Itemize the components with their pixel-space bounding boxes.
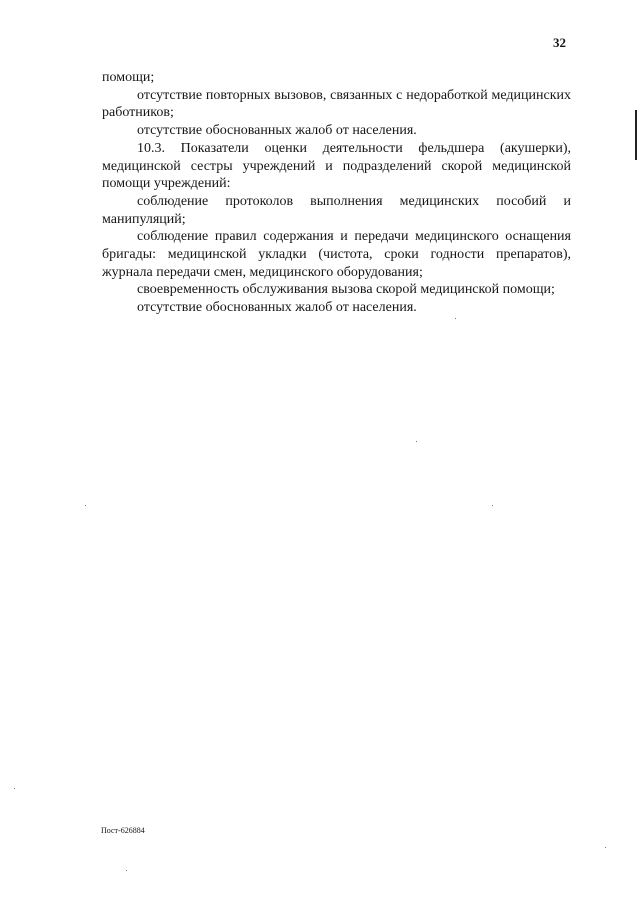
- scan-speck: [14, 788, 15, 789]
- footer-document-code: Пост-626884: [101, 826, 145, 835]
- page-number: 32: [553, 35, 566, 50]
- paragraph-7: своевременность обслуживания вызова скорой медицинской помощи;: [137, 282, 555, 298]
- scan-speck: [455, 318, 456, 319]
- scan-speck: [605, 847, 606, 848]
- paragraph-5: соблюдение протоколов выполнения медицинских пособий и манипуляций;: [102, 193, 571, 227]
- scan-speck: [416, 441, 417, 442]
- document-body: [102, 69, 571, 317]
- paragraph-2: отсутствие повторных вызовов, связанных с недоработкой медицинских работников;: [102, 87, 571, 121]
- paragraph-6: соблюдение правил содержания и передачи медицинского оснащения бригады: медицинской укладки (чистота, сроки годности препаратов), журнала передачи смен, медицинского оборудования;: [102, 229, 571, 280]
- scan-speck: [492, 505, 493, 506]
- paragraph-3: отсутствие обоснованных жалоб от населения.: [137, 123, 417, 139]
- scan-speck: [126, 870, 127, 871]
- paragraph-4: 10.3. Показатели оценки деятельности фельдшера (акушерки), медицинской сестры учреждений и подразделений скорой медицинской помощи учреждений:: [102, 140, 571, 192]
- paragraph-8: отсутствие обоснованных жалоб от населения.: [137, 300, 417, 316]
- scan-speck: [85, 505, 86, 506]
- scan-margin-mark: [635, 110, 637, 160]
- paragraph-1: помощи;: [102, 70, 155, 85]
